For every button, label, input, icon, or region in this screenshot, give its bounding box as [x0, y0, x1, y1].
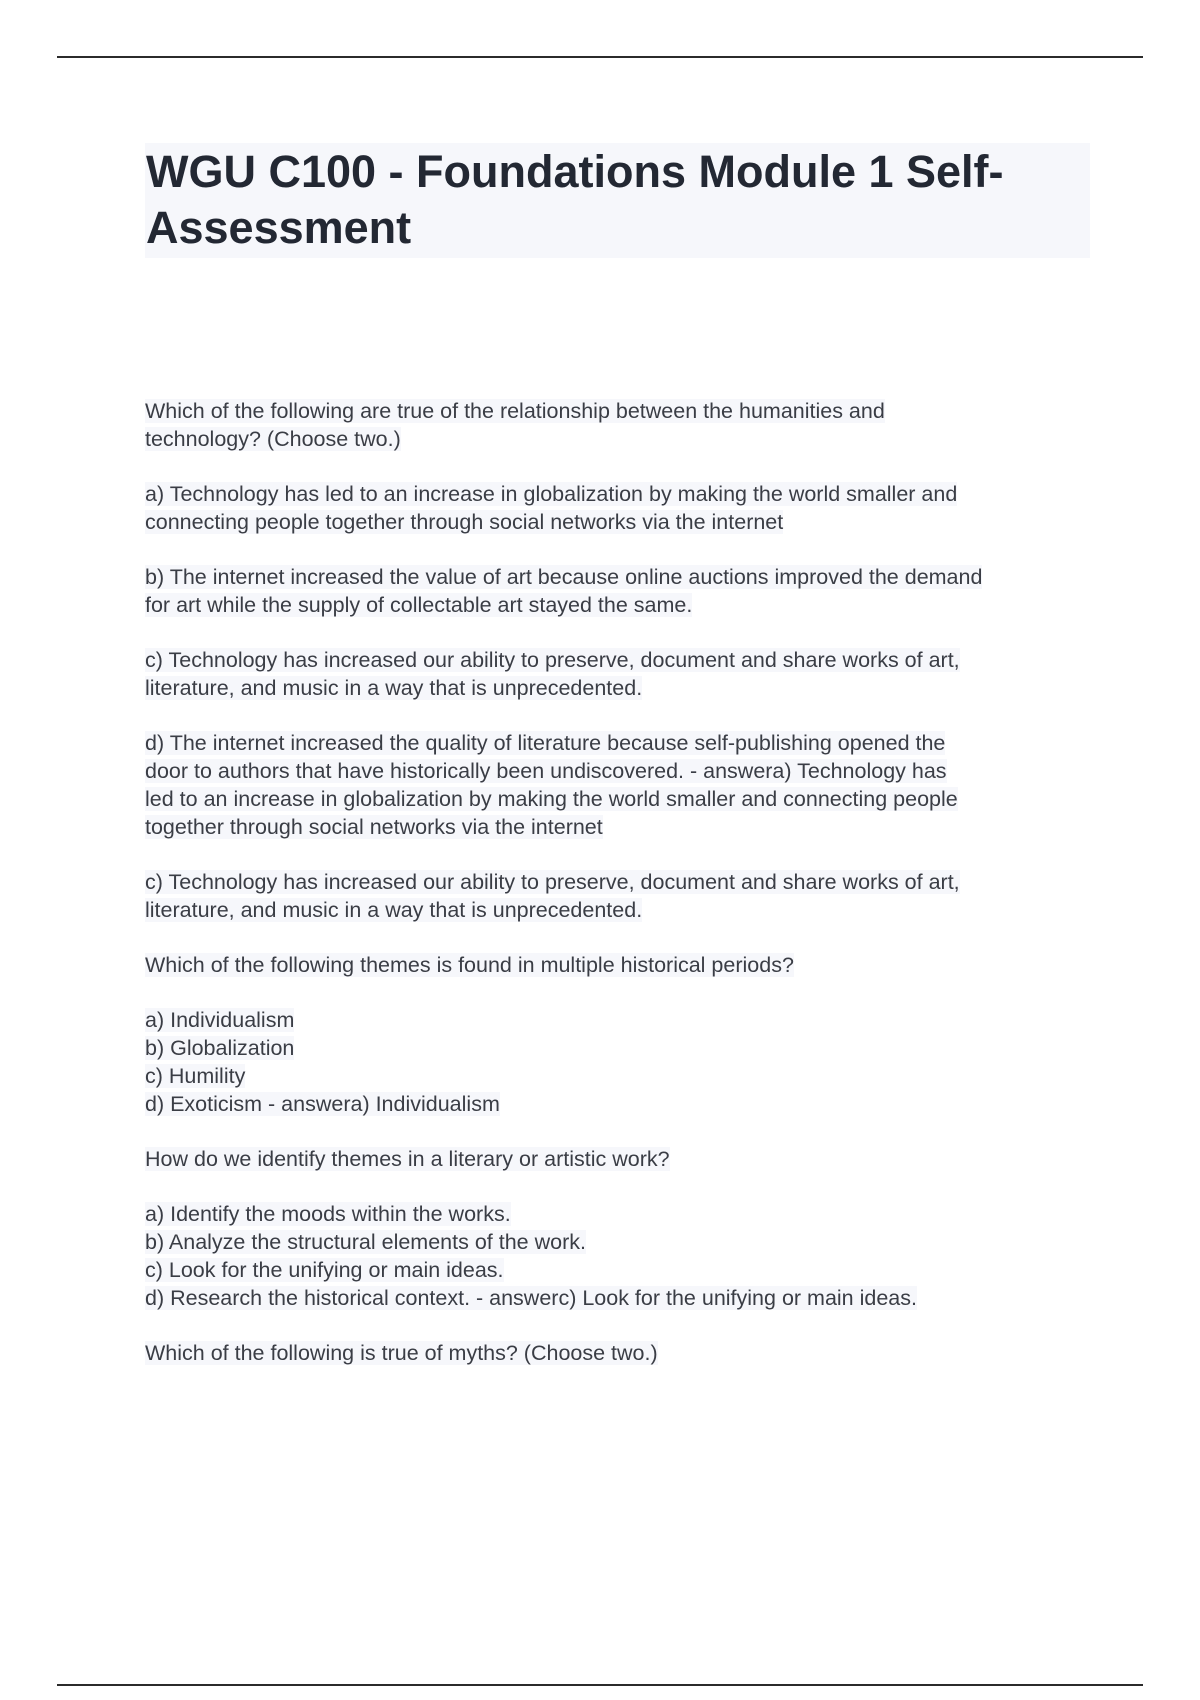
option-a: [145, 480, 1090, 536]
option-c: [145, 646, 1090, 702]
option-b: [145, 563, 1090, 619]
top-rule: [57, 56, 1143, 58]
text-line: literature, and music in a way that is unprecedented.: [145, 676, 643, 700]
bottom-rule: [57, 1684, 1143, 1686]
question-2-text: [145, 951, 1090, 979]
text-line: b) The internet increased the value of art because online auctions improved the demand: [145, 565, 983, 589]
document-page: [145, 143, 1090, 1394]
text-line: together through social networks via the internet: [145, 815, 603, 839]
text-line: literature, and music in a way that is unprecedented.: [145, 898, 643, 922]
question-3-text: [145, 1145, 1090, 1173]
text-line: How do we identify themes in a literary or artistic work?: [145, 1147, 670, 1171]
question-4-text: [145, 1339, 1090, 1367]
text-line: door to authors that have historically been undiscovered. - answera) Technology has: [145, 759, 947, 783]
text-line: led to an increase in globalization by making the world smaller and connecting people: [145, 787, 958, 811]
text-line: Which of the following are true of the relationship between the humanities and: [145, 399, 885, 423]
document-body: [145, 397, 1090, 1367]
text-line: Which of the following themes is found in multiple historical periods?: [145, 953, 794, 977]
title-line: Assessment: [146, 202, 412, 253]
document-title: [145, 143, 1090, 258]
text-line: Which of the following is true of myths? (Choose two.): [145, 1341, 658, 1365]
text-line: a) Individualism: [145, 1008, 295, 1032]
text-line: b) Analyze the structural elements of the work.: [145, 1230, 586, 1254]
text-line: c) Humility: [145, 1064, 246, 1088]
title-line: WGU C100 - Foundations Module 1 Self-: [146, 146, 1004, 197]
text-line: c) Technology has increased our ability to preserve, document and share works of art,: [145, 648, 960, 672]
option-d-with-answer: [145, 729, 1090, 841]
text-line: b) Globalization: [145, 1036, 295, 1060]
text-line: c) Look for the unifying or main ideas.: [145, 1258, 504, 1282]
text-line: d) Research the historical context. - answerc) Look for the unifying or main ideas.: [145, 1286, 917, 1310]
question-3-options: [145, 1200, 1090, 1312]
text-line: d) Exoticism - answera) Individualism: [145, 1092, 500, 1116]
question-1-text: [145, 397, 1090, 453]
text-line: technology? (Choose two.): [145, 427, 401, 451]
text-line: a) Technology has led to an increase in globalization by making the world smaller and: [145, 482, 958, 506]
text-line: d) The internet increased the quality of literature because self-publishing opened the: [145, 731, 946, 755]
text-line: c) Technology has increased our ability to preserve, document and share works of art,: [145, 870, 960, 894]
text-line: for art while the supply of collectable art stayed the same.: [145, 593, 693, 617]
question-2-options: [145, 1006, 1090, 1118]
text-line: connecting people together through social networks via the internet: [145, 510, 784, 534]
answer-continuation: [145, 868, 1090, 924]
text-line: a) Identify the moods within the works.: [145, 1202, 511, 1226]
